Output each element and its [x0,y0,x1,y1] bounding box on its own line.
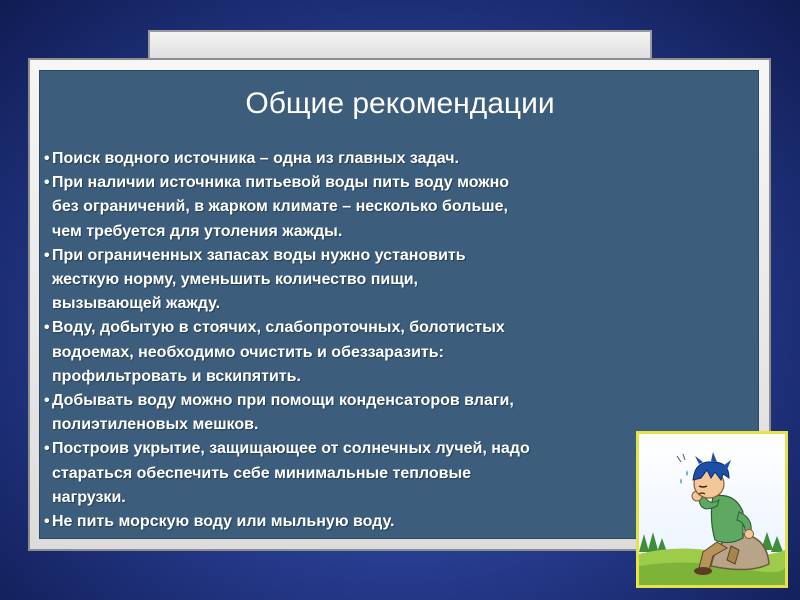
list-item-line: чем требуется для утоления жажды. [52,222,343,240]
list-item-line: вызывающей жажду. [52,295,221,313]
list-item-line: Не пить морскую воду или мыльную воду. [52,513,395,531]
list-item [26,510,646,534]
list-item-line: Воду, добытую в стоячих, слабопроточных, болотистых [52,319,505,337]
list-item-line: Построив укрытие, защищающее от солнечных лучей, надо [52,440,530,458]
list-item [26,147,646,171]
thirsty-boy-illustration [636,431,788,588]
bullet-icon: • [44,246,50,264]
list-item-line: Добывать воду можно при помощи конденсаторов влаги, [52,392,514,410]
bullet-icon: • [44,392,50,410]
slide-title: Общие рекомендации [245,87,555,120]
list-item-line: При ограниченных запасах воды нужно установить [52,246,466,264]
list-item [26,244,646,317]
list-item [26,316,646,389]
bullet-icon: • [44,319,50,337]
bullet-icon: • [44,440,50,458]
list-item-line: водоемах, необходимо очистить и обеззаразить: [52,343,444,361]
list-item-line: Поиск водного источника – одна из главных задач. [52,150,459,167]
list-item [26,171,646,244]
thirsty-boy-icon [639,434,785,585]
recommendations-list [26,147,646,534]
list-item-line: профильтровать и вскипятить. [52,367,301,385]
list-item-line: полиэтиленовых мешков. [52,416,259,434]
bullet-icon: • [44,174,50,192]
bullet-icon: • [44,150,50,167]
list-item-line: жесткую норму, уменьшить количество пищи, [52,271,418,289]
list-item-line: нагрузки. [52,488,126,506]
list-item-line: стараться обеспечить себе минимальные тепловые [52,464,472,482]
bullet-icon: • [44,513,50,531]
list-item [26,389,646,437]
list-item-line: без ограничений, в жарком климате – несколько больше, [52,198,508,216]
list-item [26,437,646,510]
list-item-line: При наличии источника питьевой воды пить воду можно [52,174,510,192]
